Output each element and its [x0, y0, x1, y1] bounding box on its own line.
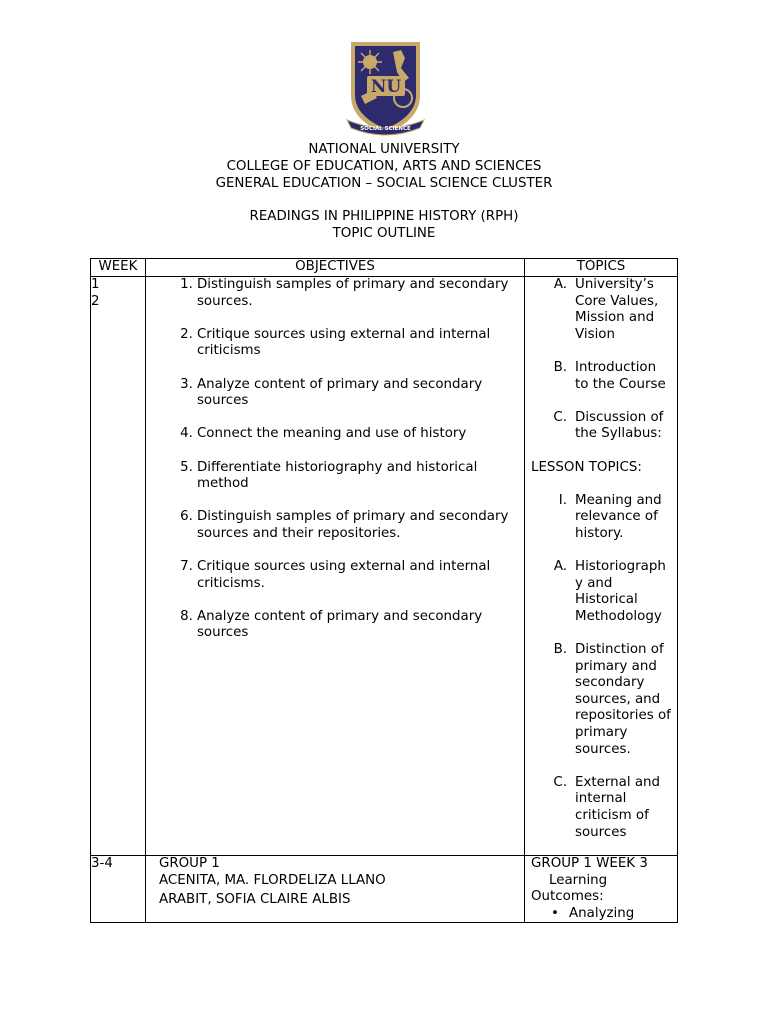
university-logo: [343, 38, 428, 138]
header-line-college: COLLEGE OF EDUCATION, ARTS AND SCIENCES: [226, 158, 542, 174]
list-item: B. Distinction of primary and secondary sources, and repositories of primary sources.: [553, 642, 671, 757]
list-item: 2. Critique sources using external and internal criticisms: [180, 326, 491, 359]
logo-letters: NU: [370, 77, 402, 97]
list-item: 7. Critique sources using external and internal criticisms.: [180, 559, 491, 591]
list-item: 6. Distinguish samples of primary and secondary sources and their repositories.: [180, 509, 509, 541]
list-item: I. Meaning and relevance of history.: [558, 492, 662, 541]
lesson-topics-list: [525, 493, 677, 841]
document-header: [0, 142, 768, 243]
list-item: 3. Analyze content of primary and secondary sources: [180, 376, 483, 409]
list-item: B. Introduction to the Course: [553, 359, 666, 392]
objectives-cell: [145, 277, 524, 856]
week-number: 1: [91, 277, 100, 292]
objectives-list: [146, 277, 524, 642]
list-item: 5. Differentiate historiography and historical method: [180, 459, 478, 492]
week-cell: 3-4: [91, 856, 146, 923]
table-header-row: [91, 259, 678, 277]
group-topic-title: GROUP 1 WEEK 3: [531, 856, 648, 871]
week-number: 2: [91, 293, 100, 309]
header-line-cluster: GENERAL EDUCATION – SOCIAL SCIENCE CLUSTER: [215, 175, 553, 191]
group-member: ARABIT, SOFIA CLAIRE ALBIS: [158, 892, 351, 908]
header-line-course: READINGS IN PHILIPPINE HISTORY (RPH): [249, 209, 519, 225]
bullet-icon: •: [551, 905, 559, 921]
week-cell: [91, 277, 146, 856]
list-item: 8. Analyze content of primary and secondary sources: [180, 608, 483, 641]
column-header-topics: TOPICS: [525, 259, 678, 277]
lesson-topics-title: LESSON TOPICS:: [531, 459, 642, 475]
group-cell: [145, 856, 524, 923]
table-row: [91, 856, 678, 923]
logo-ribbon: SOCIAL SCIENCE: [360, 126, 411, 132]
column-header-week: WEEK: [91, 259, 146, 277]
list-item: 1. Distinguish samples of primary and secondary sources.: [180, 277, 509, 309]
group-topics-cell: [525, 856, 678, 923]
list-item: A. University’s Core Values, Mission and Vision: [553, 277, 659, 342]
topic-outline-table: [90, 258, 678, 923]
header-line-outline: TOPIC OUTLINE: [332, 225, 436, 241]
group-label: GROUP 1: [158, 856, 220, 871]
header-line-university: NATIONAL UNIVERSITY: [308, 142, 460, 157]
column-header-objectives: OBJECTIVES: [145, 259, 524, 277]
list-item: C. External and internal criticism of sources: [553, 774, 661, 840]
group-member: ACENITA, MA. FLORDELIZA LLANO: [158, 872, 386, 888]
intro-topics-list: [525, 277, 677, 443]
list-item: • Analyzing: [551, 905, 635, 921]
table-row: [91, 277, 678, 856]
list-item: 4. Connect the meaning and use of history: [180, 426, 467, 442]
learning-outcomes-label: Learning Outcomes:: [531, 872, 608, 905]
topics-cell: [525, 277, 678, 856]
list-item: C. Discussion of the Syllabus:: [553, 409, 664, 442]
list-item: A. Historiograph y and Historical Methodology: [553, 559, 666, 624]
